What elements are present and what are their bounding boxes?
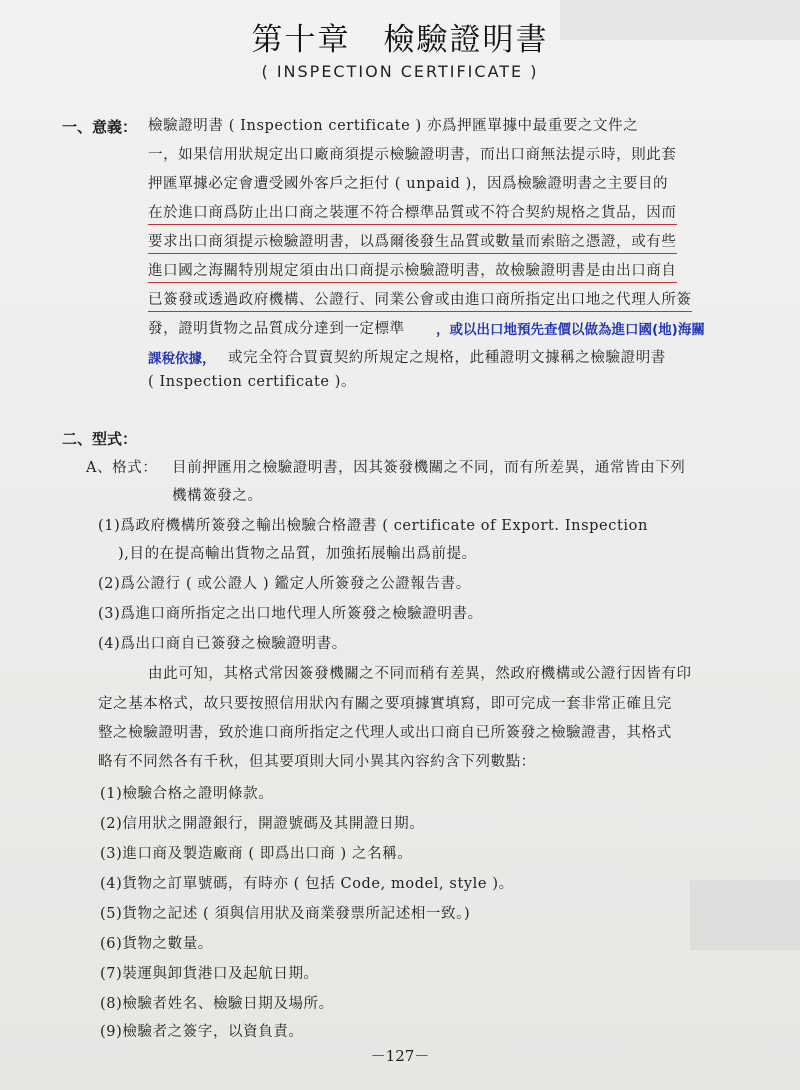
point-item: (6)貨物之數量。 bbox=[100, 936, 213, 952]
point-item: (9)檢驗者之簽字，以資負責。 bbox=[100, 1024, 304, 1040]
section1-line-underlined: 進口國之海關特別規定須由出口商提示檢驗證明書，故檢驗證明書是由出口商自 bbox=[148, 259, 677, 283]
list-item: (4)爲出口商自已簽發之檢驗證明書。 bbox=[98, 636, 347, 652]
section1-line-underlined: 要求出口商須提示檢驗證明書，以爲爾後發生品質或數量而索賠之憑證，或有些 bbox=[148, 230, 677, 254]
point-item: (8)檢驗者姓名、檢驗日期及場所。 bbox=[100, 996, 334, 1012]
format-label: A、格式： bbox=[86, 460, 158, 476]
section1-line: ( Inspection certificate )。 bbox=[148, 374, 357, 390]
format-line: 機構簽發之。 bbox=[172, 488, 263, 504]
inserted-note: 課稅依據， bbox=[148, 351, 216, 367]
point-item: (1)檢驗合格之證明條款。 bbox=[100, 786, 274, 802]
point-item: (7)裝運與卸貨港口及起航日期。 bbox=[100, 966, 319, 982]
section1-line-underlined: 在於進口商爲防止出口商之裝運不符合標準品質或不符合契約規格之貨品，因而 bbox=[148, 201, 677, 225]
point-item: (4)貨物之訂單號碼，有時亦 ( 包括 Code, model, style )。 bbox=[100, 876, 514, 892]
inserted-note: ，或以出口地預先查價以做為進口國(地)海關 bbox=[436, 322, 705, 338]
point-item: (2)信用狀之開證銀行，開證號碼及其開證日期。 bbox=[100, 816, 425, 832]
section1-heading: 一、意義： bbox=[62, 118, 138, 136]
paragraph-line: 略有不同然各有千秋，但其要項則大同小異其內容約含下列數點： bbox=[98, 754, 536, 770]
paragraph-line: 由此可知，其格式常因簽發機關之不同而稍有差異，然政府機構或公證行因皆有印 bbox=[148, 666, 692, 682]
list-item: (1)爲政府機構所簽發之輸出檢驗合格證書 ( certificate of Export. Inspection bbox=[98, 518, 648, 534]
list-item: (3)爲進口商所指定之出口地代理人所簽發之檢驗證明書。 bbox=[98, 606, 483, 622]
section1-line: 檢驗證明書 ( Inspection certificate ) 亦爲押匯單據中最重要之文件之 bbox=[148, 118, 639, 134]
section1-line: 押匯單據必定會遭受國外客戶之拒付 ( unpaid )，因爲檢驗證明書之主要目的 bbox=[148, 176, 669, 192]
list-item: ),目的在提高輸出貨物之品質，加強拓展輸出爲前提。 bbox=[118, 546, 477, 562]
section1-line-underlined: 已簽發或透過政府機構、公證行、同業公會或由進口商所指定出口地之代理人所簽 bbox=[148, 288, 692, 312]
format-line: 目前押匯用之檢驗證明書，因其簽發機關之不同，而有所差異，通常皆由下列 bbox=[172, 460, 686, 476]
section2-heading: 二、型式： bbox=[62, 430, 138, 448]
chapter-subtitle: ( INSPECTION CERTIFICATE ) bbox=[261, 62, 539, 81]
section1-line: 發，證明貨物之品質成分達到一定標準 bbox=[148, 321, 405, 337]
section1-line: 一，如果信用狀規定出口廠商須提示檢驗證明書，而出口商無法提示時，則此套 bbox=[148, 147, 677, 163]
chapter-title: 第十章 檢驗證明書 bbox=[251, 22, 549, 58]
paragraph-line: 定之基本格式，故只要按照信用狀內有關之要項據實填寫，即可完成一套非常正確且完 bbox=[98, 696, 672, 712]
list-item: (2)爲公證行 ( 或公證人 ) 鑑定人所簽發之公證報告書。 bbox=[98, 576, 471, 592]
page-number: －127－ bbox=[370, 1047, 430, 1065]
section1-line: 或完全符合買賣契約所規定之規格，此種證明文據稱之檢驗證明書 bbox=[228, 350, 666, 366]
point-item: (5)貨物之記述 ( 須與信用狀及商業發票所記述相一致。) bbox=[100, 906, 471, 922]
point-item: (3)進口商及製造廠商 ( 即爲出口商 ) 之名稱。 bbox=[100, 846, 413, 862]
paragraph-line: 整之檢驗證明書，致於進口商所指定之代理人或出口商自已所簽發之檢驗證書，其格式 bbox=[98, 725, 672, 741]
